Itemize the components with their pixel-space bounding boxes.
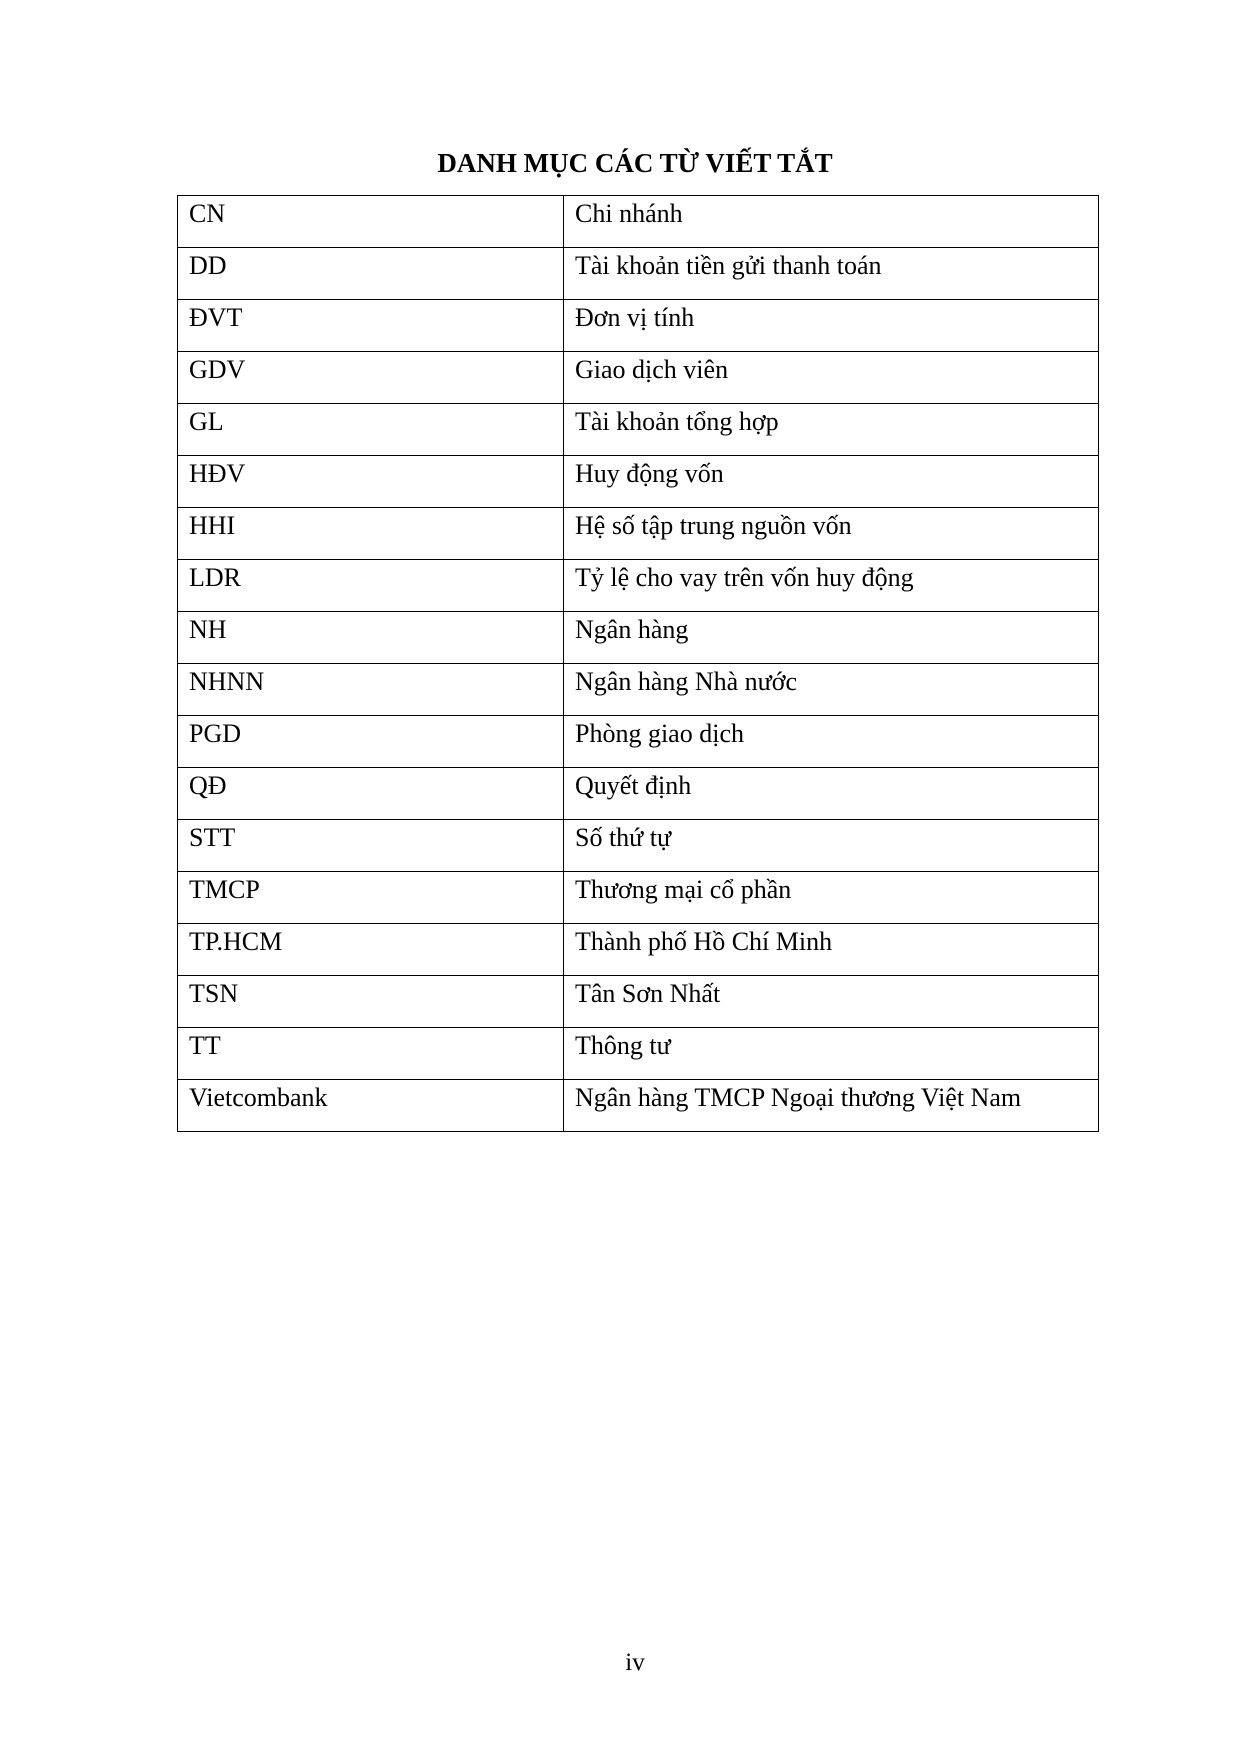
table-row (178, 820, 1099, 872)
abbreviation-cell: HHI (178, 508, 564, 560)
table-row (178, 768, 1099, 820)
meaning-cell: Tài khoản tổng hợp (564, 404, 1099, 456)
abbreviation-cell: TP.HCM (178, 924, 564, 976)
abbreviation-cell: CN (178, 196, 564, 248)
abbreviation-cell: GL (178, 404, 564, 456)
meaning-cell: Ngân hàng (564, 612, 1099, 664)
abbreviation-cell: TSN (178, 976, 564, 1028)
abbreviation-table (177, 195, 1099, 1132)
meaning-cell: Tỷ lệ cho vay trên vốn huy động (564, 560, 1099, 612)
abbreviation-cell: NHNN (178, 664, 564, 716)
meaning-cell: Giao dịch viên (564, 352, 1099, 404)
meaning-cell: Chi nhánh (564, 196, 1099, 248)
meaning-cell: Thương mại cổ phần (564, 872, 1099, 924)
meaning-cell: Thông tư (564, 1028, 1099, 1080)
abbreviation-cell: DD (178, 248, 564, 300)
abbreviation-cell: PGD (178, 716, 564, 768)
table-row (178, 612, 1099, 664)
page-title: DANH MỤC CÁC TỪ VIẾT TẮT (437, 148, 833, 178)
meaning-cell: Huy động vốn (564, 456, 1099, 508)
table-row (178, 300, 1099, 352)
abbreviation-cell: STT (178, 820, 564, 872)
table-row (178, 1028, 1099, 1080)
abbreviation-cell: TT (178, 1028, 564, 1080)
meaning-cell: Đơn vị tính (564, 300, 1099, 352)
table-row (178, 872, 1099, 924)
abbreviation-cell: GDV (178, 352, 564, 404)
meaning-cell: Phòng giao dịch (564, 716, 1099, 768)
meaning-cell: Số thứ tự (564, 820, 1099, 872)
table-row (178, 196, 1099, 248)
table-row (178, 560, 1099, 612)
table-row (178, 352, 1099, 404)
meaning-cell: Ngân hàng Nhà nước (564, 664, 1099, 716)
table-row (178, 664, 1099, 716)
meaning-cell: Quyết định (564, 768, 1099, 820)
table-row (178, 716, 1099, 768)
meaning-cell: Tài khoản tiền gửi thanh toán (564, 248, 1099, 300)
table-row (178, 248, 1099, 300)
abbreviation-cell: ĐVT (178, 300, 564, 352)
meaning-cell: Thành phố Hồ Chí Minh (564, 924, 1099, 976)
meaning-cell: Hệ số tập trung nguồn vốn (564, 508, 1099, 560)
table-row (178, 976, 1099, 1028)
abbreviation-cell: NH (178, 612, 564, 664)
abbreviation-cell: HĐV (178, 456, 564, 508)
abbreviation-cell: TMCP (178, 872, 564, 924)
table-row (178, 924, 1099, 976)
table-row (178, 456, 1099, 508)
table-row (178, 508, 1099, 560)
meaning-cell: Ngân hàng TMCP Ngoại thương Việt Nam (564, 1080, 1099, 1132)
table-row (178, 404, 1099, 456)
page-number: iv (625, 1649, 645, 1676)
table-row (178, 1080, 1099, 1132)
meaning-cell: Tân Sơn Nhất (564, 976, 1099, 1028)
abbreviation-cell: Vietcombank (178, 1080, 564, 1132)
abbreviation-cell: LDR (178, 560, 564, 612)
abbreviation-cell: QĐ (178, 768, 564, 820)
